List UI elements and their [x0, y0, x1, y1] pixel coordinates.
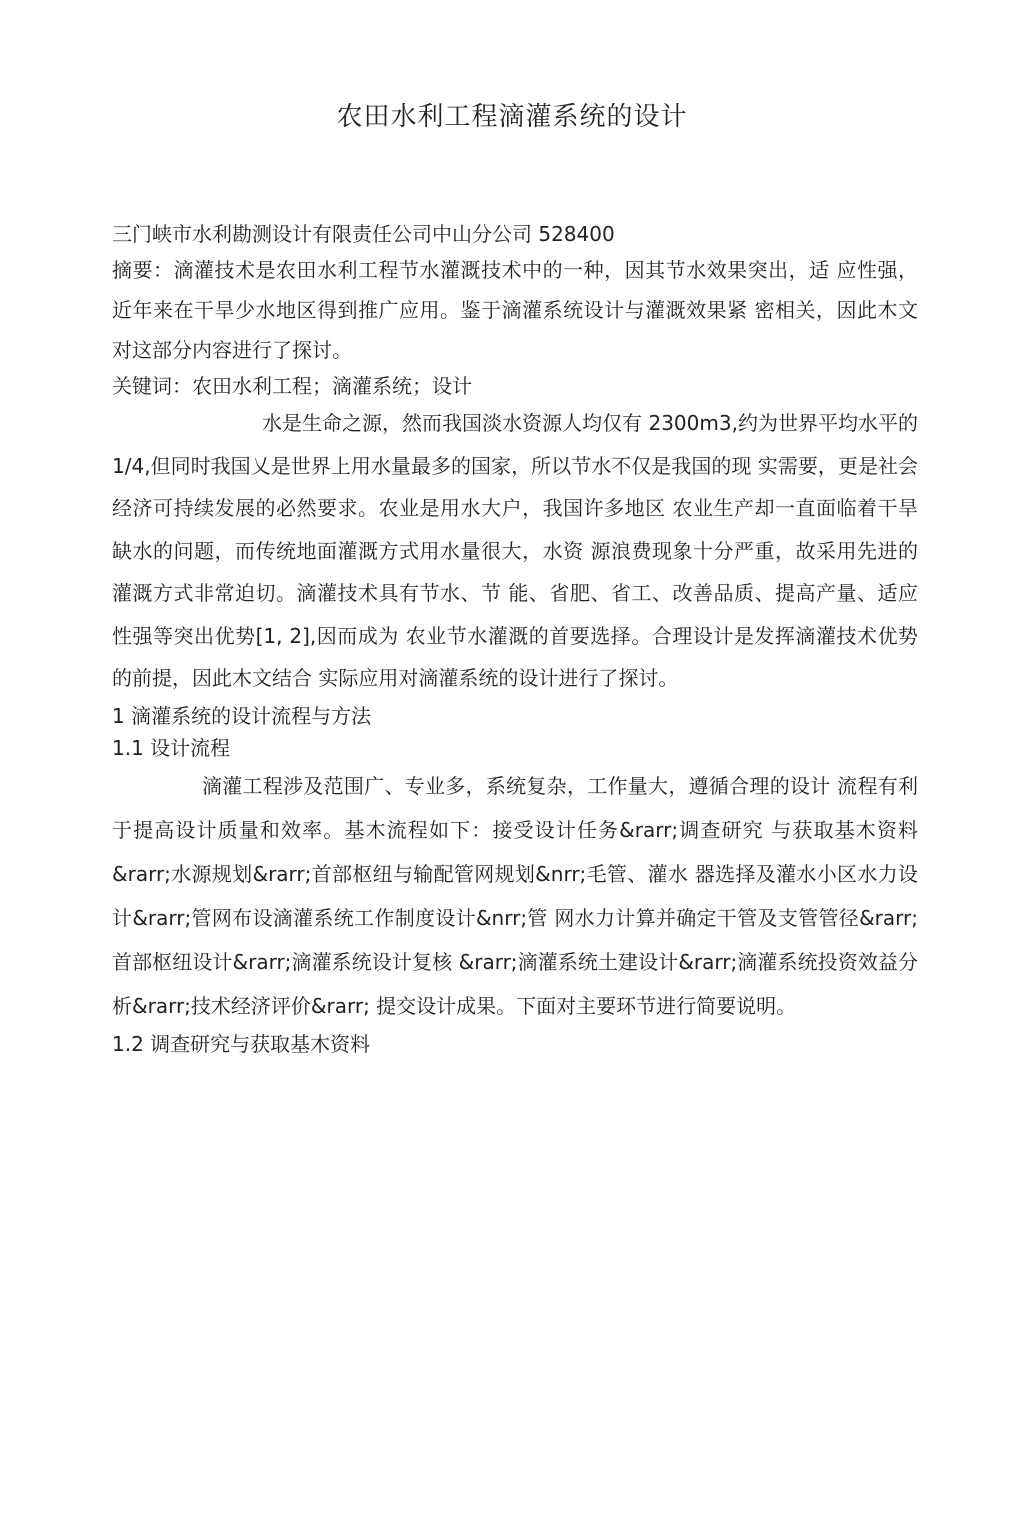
keywords-line: 关键词：农田水利工程；滴灌系统；设计: [112, 374, 472, 398]
section-heading-1-2: 1.2 调查研究与获取基木资料: [112, 1031, 371, 1056]
intro-paragraph: 水是生命之源，然而我国淡水资源人均仅有 2300m3,约为世界平均水平的 1/4,但同时我国乂是世界上用水量最多的国家，所以节水不仅是我国的现 实需要，更是社会经济可持续发展的必然要求。农业是用水大户，我国许多地区 农业生产却一直面临着干旱缺水的问题，而传统地面灌溉方式用水量很大，水资 源浪费现象十分严重，故采用先进的灌溉方式非常迫切。滴灌技术具有节水、节 能、省肥、省工、改善品质、提高产量、适应性强等突出优势[1, 2],因而成为 农业节水灌溉的首要选择。合理设计是发挥滴灌技术优势的前提，因此木文结合 实际应用对滴灌系统的设计进行了探讨。: [112, 411, 918, 690]
abstract-paragraph: 摘要：滴灌技术是农田水利工程节水灌溉技术中的一种，因其节水效果突出，适 应性强，近年来在干旱少水地区得到推广应用。鉴于滴灌系统设计与灌溉效果紧 密相关，因此木文对这部分内容进行了探讨。: [112, 258, 918, 362]
document-body: [112, 218, 918, 1060]
section-heading-1: 1 滴灌系统的设计流程与方法: [112, 703, 372, 728]
document-title: 农田水利工程滴灌系统的设计: [336, 102, 688, 132]
section-heading-1-1: 1.1 设计流程: [112, 735, 231, 760]
author-affiliation: 三门峡市水利勘测设计有限责任公司中山分公司 528400: [112, 222, 615, 246]
design-flow-paragraph: 滴灌工程涉及范围广、专业多，系统复杂，工作量大，遵循合理的设计 流程有利于提高设计质量和效率。基木流程如下：接受设计任务&rarr;调查研究 与获取基木资料&rarr;水源规划&rarr;首部枢纽与输配管网规划&nrr;毛管、灌水 器选择及灌水小区水力设计&rarr;管网布设滴灌系统工作制度设计&nrr;管 网水力计算并确定干管及支管管径&rarr;首部枢纽设计&rarr;滴灌系统设计复核 &rarr;滴灌系统土建设计&rarr;滴灌系统投资效益分析&rarr;技术经济评价&rarr; 提交设计成果。下面对主要环节进行简要说明。: [112, 773, 918, 1018]
